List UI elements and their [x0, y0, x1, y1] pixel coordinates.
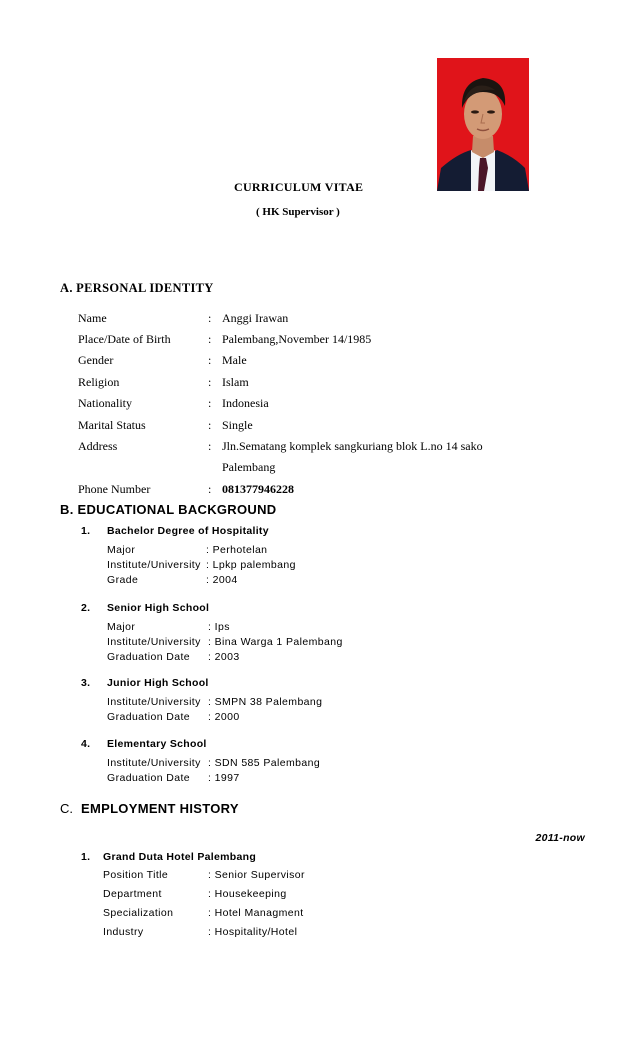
education-item-title: Senior High School: [107, 602, 210, 614]
value-gender: Male: [222, 353, 247, 367]
employment-item-title: Grand Duta Hotel Palembang: [103, 851, 257, 863]
employment-line-label: Industry: [103, 926, 144, 938]
education-line-value: : SMPN 38 Palembang: [208, 696, 323, 708]
colon: :: [208, 332, 212, 346]
profile-photo: [437, 58, 529, 191]
colon: :: [208, 482, 212, 496]
education-line-label: Institute/University: [107, 696, 201, 708]
education-item-number: 4.: [81, 738, 91, 750]
label-gender: Gender: [78, 353, 114, 367]
education-line-value: : Lpkp palembang: [206, 559, 296, 571]
education-item-number: 1.: [81, 525, 91, 537]
document-subtitle: ( HK Supervisor ): [256, 206, 340, 218]
education-line-label: Institute/University: [107, 559, 201, 571]
employment-line-value: : Hotel Managment: [208, 907, 304, 919]
document-title: CURRICULUM VITAE: [234, 180, 364, 194]
employment-line-value: : Housekeeping: [208, 888, 287, 900]
label-marital-status: Marital Status: [78, 418, 146, 432]
label-name: Name: [78, 311, 107, 325]
education-line-value: : Ips: [208, 621, 230, 633]
label-birth: Place/Date of Birth: [78, 332, 171, 346]
education-line-value: : SDN 585 Palembang: [208, 757, 321, 769]
education-item-title: Junior High School: [107, 677, 209, 689]
value-address-line2: Palembang: [222, 460, 276, 474]
colon: :: [208, 418, 212, 432]
label-religion: Religion: [78, 375, 120, 389]
colon: :: [208, 439, 212, 453]
education-line-value: : Bina Warga 1 Palembang: [208, 636, 343, 648]
value-nationality: Indonesia: [222, 396, 269, 410]
value-phone: 081377946228: [222, 482, 294, 496]
section-heading-education: B. EDUCATIONAL BACKGROUND: [60, 502, 277, 517]
education-item-number: 3.: [81, 677, 91, 689]
value-marital-status: Single: [222, 418, 253, 432]
education-line-label: Institute/University: [107, 757, 201, 769]
value-name: Anggi Irawan: [222, 311, 289, 325]
value-address: Jln.Sematang komplek sangkuriang blok L.no 14 sako: [222, 439, 483, 453]
education-line-value: : 2000: [208, 711, 240, 723]
employment-date-range: 2011-now: [535, 832, 585, 844]
education-line-value: : Perhotelan: [206, 544, 268, 556]
education-line-value: : 2003: [208, 651, 240, 663]
employment-line-value: : Senior Supervisor: [208, 869, 305, 881]
education-line-value: : 1997: [208, 772, 240, 784]
label-nationality: Nationality: [78, 396, 132, 410]
education-line-value: : 2004: [206, 574, 238, 586]
employment-line-value: : Hospitality/Hotel: [208, 926, 298, 938]
value-birth: Palembang,November 14/1985: [222, 332, 372, 346]
value-religion: Islam: [222, 375, 249, 389]
education-line-label: Major: [107, 621, 136, 633]
section-heading-employment-prefix: C.: [60, 801, 73, 816]
employment-line-label: Specialization: [103, 907, 174, 919]
colon: :: [208, 311, 212, 325]
education-line-label: Institute/University: [107, 636, 201, 648]
education-line-label: Grade: [107, 574, 139, 586]
portrait-image: [437, 58, 529, 191]
employment-line-label: Department: [103, 888, 162, 900]
education-item-number: 2.: [81, 602, 91, 614]
label-phone: Phone Number: [78, 482, 151, 496]
colon: :: [208, 353, 212, 367]
section-heading-employment: EMPLOYMENT HISTORY: [81, 801, 239, 816]
education-line-label: Graduation Date: [107, 772, 191, 784]
colon: :: [208, 396, 212, 410]
label-address: Address: [78, 439, 118, 453]
section-heading-personal: A. PERSONAL IDENTITY: [60, 281, 214, 295]
education-item-title: Bachelor Degree of Hospitality: [107, 525, 269, 537]
education-line-label: Graduation Date: [107, 651, 191, 663]
employment-item-number: 1.: [81, 851, 91, 863]
education-line-label: Graduation Date: [107, 711, 191, 723]
education-line-label: Major: [107, 544, 136, 556]
employment-line-label: Position Title: [103, 869, 169, 881]
education-item-title: Elementary School: [107, 738, 207, 750]
colon: :: [208, 375, 212, 389]
